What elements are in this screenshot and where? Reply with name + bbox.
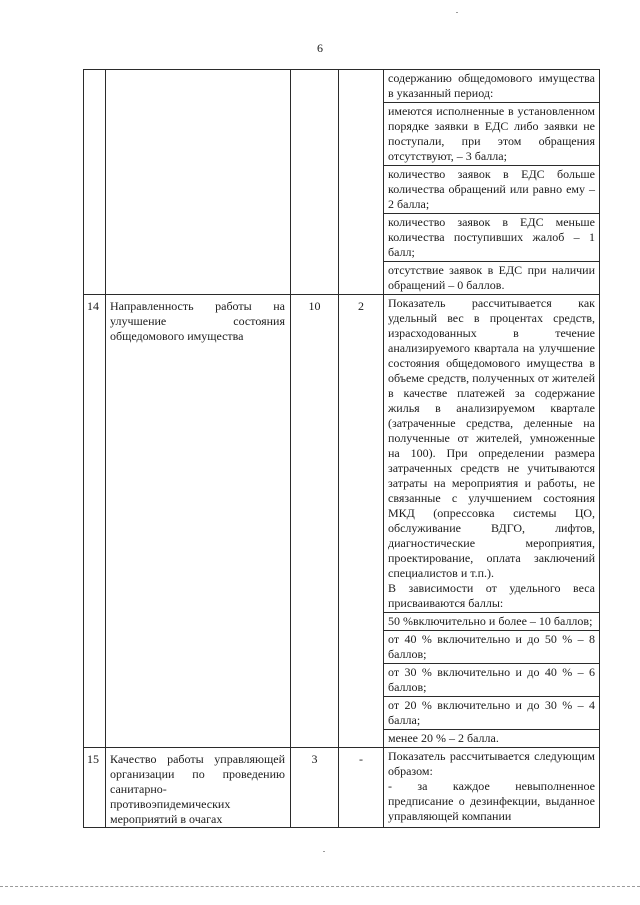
row-number-cell xyxy=(84,70,106,295)
row-number-cell-text: 14 xyxy=(87,299,99,313)
description-paragraph: содержанию общедомового имущества в указанный период: xyxy=(388,71,595,100)
scan-speck xyxy=(323,851,325,852)
max-score-cell-text xyxy=(291,70,338,74)
max-score-cell xyxy=(291,295,339,748)
weight-cell xyxy=(339,748,384,828)
table-row xyxy=(84,70,600,295)
description-paragraph: от 20 % включительно и до 30 % – 4 балла; xyxy=(388,698,595,727)
weight-cell-text: 2 xyxy=(358,299,364,313)
description-segment xyxy=(384,630,599,663)
description-paragraph: от 40 % включительно и до 50 % – 8 баллов; xyxy=(388,632,595,661)
description-segment xyxy=(384,295,599,612)
description-paragraph: от 30 % включительно и до 40 % – 6 баллов; xyxy=(388,665,595,694)
description-paragraph: менее 20 % – 2 балла. xyxy=(388,731,499,745)
scan-edge-line xyxy=(0,886,640,887)
description-cell xyxy=(384,748,600,828)
criteria-table xyxy=(83,69,600,828)
description-paragraph: отсутствие заявок в ЕДС при наличии обращений – 0 баллов. xyxy=(388,263,595,292)
weight-cell xyxy=(339,295,384,748)
description-segment xyxy=(384,261,599,294)
weight-cell xyxy=(339,70,384,295)
weight-cell-text: - xyxy=(359,752,363,766)
description-paragraph: 50 %включительно и более – 10 баллов; xyxy=(388,614,593,628)
row-number-cell xyxy=(84,295,106,748)
description-segment xyxy=(384,663,599,696)
weight-cell-text xyxy=(339,70,383,74)
description-paragraph: Показатель рассчитывается как удельный вес в процентах средств, израсходованных в течение анализируемого квартала на улучшение состояния общедомового имущества в объеме средств, полученных от жителей в качестве платежей за содержание жилья в анализируемом квартале (затраченные средства, деленные на полученные от жителей, умноженные на 100). При определении размера затраченных средств не учитываются затраты на мероприятия и работы, не связанные с улучшением состояния МКД (опрессовка системы ЦО, обслуживание ВДГО, лифтов, диагностические мероприятия, проектирование, оплата заключений специалистов и т.п.). xyxy=(388,296,595,580)
description-segment xyxy=(384,729,599,747)
description-segment xyxy=(384,696,599,729)
max-score-cell-text: 3 xyxy=(311,752,318,766)
scan-speck xyxy=(456,12,458,13)
description-paragraph: - за каждое невыполненное предписание о дезинфекции, выданное управляющей компании xyxy=(388,779,595,823)
description-paragraph: количество заявок в ЕДС меньше количества поступивших жалоб – 1 балл; xyxy=(388,215,595,259)
description-paragraph: имеются исполненные в установленном порядке заявки в ЕДС либо заявки не поступали, при этом обращения отсутствуют, – 3 балла; xyxy=(388,104,595,163)
description-segment xyxy=(384,102,599,165)
description-paragraph: В зависимости от удельного веса присваиваются баллы: xyxy=(388,581,595,610)
description-segment xyxy=(384,748,599,825)
max-score-cell xyxy=(291,70,339,295)
criterion-name-cell xyxy=(106,295,291,748)
criterion-name-cell xyxy=(106,70,291,295)
criterion-name-cell-text xyxy=(106,70,290,74)
max-score-cell xyxy=(291,748,339,828)
description-paragraph: количество заявок в ЕДС больше количества обращений или равно ему – 2 балла; xyxy=(388,167,595,211)
description-segment xyxy=(384,213,599,261)
criterion-name-cell xyxy=(106,748,291,828)
description-cell xyxy=(384,295,600,748)
table-row xyxy=(84,748,600,828)
description-paragraph: Показатель рассчитывается следующим образом: xyxy=(388,749,595,778)
page-number: 6 xyxy=(317,41,323,55)
description-segment xyxy=(384,612,599,630)
row-number-cell xyxy=(84,748,106,828)
criterion-name-cell-text: Направленность работы на улучшение состояния общедомового имущества xyxy=(110,299,285,343)
row-number-cell-text: 15 xyxy=(87,752,99,766)
description-cell xyxy=(384,70,600,295)
criterion-name-cell-text: Качество работы управляющей организации по проведению санитарно-противоэпидемических мероприятий в очагах xyxy=(110,752,285,826)
description-segment xyxy=(384,165,599,213)
table-row xyxy=(84,295,600,748)
description-segment xyxy=(384,70,599,102)
max-score-cell-text: 10 xyxy=(308,299,321,313)
